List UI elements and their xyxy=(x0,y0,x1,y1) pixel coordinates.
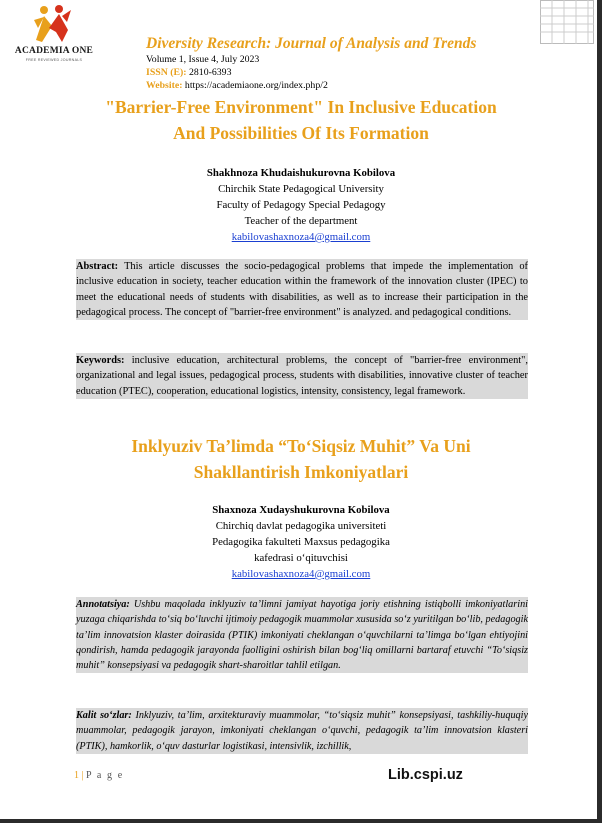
keywords-uz-text: Inklyuziv, ta’lim, arxitekturaviy muammolar, “to‘siqsiz muhit” konsepsiyasi, tashkiliy-huquqiy muammolar, pedagogik jarayon, imkoniyati cheklangan o‘quvchi, pedagogik ta’lim innovatsion klasteri (PTIK), hamkorlik, o‘quv dasturlar logistikasi, intensivlik, izchillik, xyxy=(76,710,529,752)
page-separator: | xyxy=(79,770,87,781)
keywords-section xyxy=(76,353,528,399)
keywords-text: inclusive education, architectural problems, the concept of "barrier-free environment", organizational and legal issues, pedagogical process, students with disabilities, innovative cluster of teacher education (PTEC), cooperation, educational logistics, intensity, consistency, legal framework. xyxy=(76,355,528,397)
author-email-uz-link[interactable]: kabilovashaxnoza4@gmail.com xyxy=(231,568,371,580)
author-name-uz: Shaxnoza Xudayshukurovna Kobilova xyxy=(212,504,390,516)
website-label: Website: xyxy=(146,80,183,91)
journal-logo xyxy=(12,4,94,66)
abstract-text: This article discusses the socio-pedagogical problems that impede the implementation of inclusive education in society, teacher education within the framework of the innovation cluster (IPEC) to meet the educational needs of students with disabilities, as well as to increase their participation in the pedagogical process. The concept of "barrier-free environment" is analyzed. and pedagogical conditions. xyxy=(76,261,528,318)
volume-info: Volume 1, Issue 4, July 2023 xyxy=(146,54,260,65)
keywords-uz-section xyxy=(76,708,528,754)
author-affiliation-1: Chirchik State Pedagogical University xyxy=(218,183,384,195)
annotation-text: Ushbu maqolada inklyuziv ta’limni jamiyat hayotiga joriy etishning istiqbolli imkoniyatlarini yuzaga chiqarishda to‘siq bo‘luvchi ijtimoiy pedagogik muammolar xususida so‘z yuritilgan bo‘lib, pedagogik ta’lim innovatsion klaster doirasida (PTIK) imkoniyati cheklangan o‘quvchilarni ta’limga bo‘lgan ehtiyojini qondirish, hamda pedagogik jarayonda faolligini oshirish bilan bog‘liq omillarni bartaraf etuvchi “To‘siqsiz muhit” konsepsiyasi va pedagogik shart-sharoitlar tahlil etilgan. xyxy=(76,599,528,672)
keywords-uz-label: Kalit so‘zlar: xyxy=(76,710,132,721)
logo-subtitle: FREE REVIEWED JOURNALS xyxy=(25,58,83,62)
page-footer xyxy=(74,770,124,781)
library-watermark: Lib.cspi.uz xyxy=(388,767,463,783)
issn-line xyxy=(146,67,231,78)
author-email-link[interactable]: kabilovashaxnoza4@gmail.com xyxy=(231,231,371,243)
issn-label: ISSN (E): xyxy=(146,67,187,78)
page-frame-bottom xyxy=(0,819,602,823)
keywords-paragraph xyxy=(76,353,528,399)
abstract-section xyxy=(76,259,528,320)
author-block-en xyxy=(0,165,602,245)
website-value[interactable]: https://academiaone.org/index.php/2 xyxy=(182,80,328,91)
annotation-label: Annotatsiya: xyxy=(76,599,130,610)
academia-one-people-icon xyxy=(32,4,72,44)
abstract-label: Abstract: xyxy=(76,261,119,272)
author-affiliation-uz-3: kafedrasi o‘qituvchisi xyxy=(254,552,348,564)
author-affiliation-uz-2: Pedagogika fakulteti Maxsus pedagogika xyxy=(212,536,390,548)
annotation-paragraph xyxy=(76,597,528,673)
page-number: 1 xyxy=(74,770,79,781)
author-affiliation-2: Faculty of Pedagogy Special Pedagogy xyxy=(216,199,386,211)
journal-title: Diversity Research: Journal of Analysis and Trends xyxy=(146,35,477,52)
author-block-uz xyxy=(0,502,602,582)
article-title-uz-line2: Shakllantirish Imkoniyatlari xyxy=(193,462,409,482)
corner-decoration xyxy=(540,0,594,44)
annotation-section xyxy=(76,597,528,673)
article-title-line1: "Barrier-Free Environment" In Inclusive Education xyxy=(105,97,497,117)
article-title-uz-line1: Inklyuziv Ta’limda “To‘Siqsiz Muhit” Va Uni xyxy=(131,436,471,456)
author-affiliation-3: Teacher of the department xyxy=(244,215,358,227)
issn-value: 2810-6393 xyxy=(186,67,232,78)
article-title-line2: And Possibilities Of Its Formation xyxy=(173,123,429,143)
website-line xyxy=(146,80,328,91)
abstract-paragraph xyxy=(76,259,528,320)
keywords-uz-paragraph xyxy=(76,708,528,754)
logo-name: ACADEMIA ONE xyxy=(14,46,94,56)
keywords-label: Keywords: xyxy=(76,355,125,366)
author-name: Shakhnoza Khudaishukurovna Kobilova xyxy=(206,167,396,179)
page-word: P a g e xyxy=(86,770,124,781)
author-affiliation-uz-1: Chirchiq davlat pedagogika universiteti xyxy=(215,520,387,532)
